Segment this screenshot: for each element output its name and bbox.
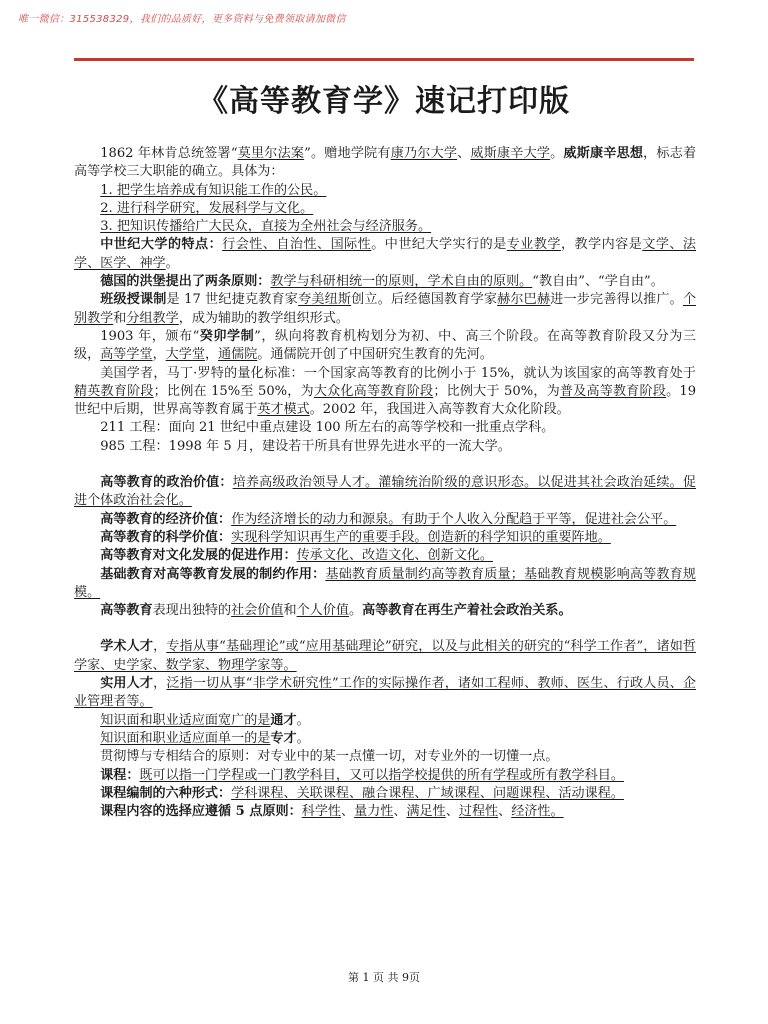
bold-term: 威斯康辛思想 — [563, 146, 644, 161]
paragraph — [74, 365, 696, 420]
underlined-text: 作为经济增长的动力和源泉。有助于个人收入分配趋于平等，促进社会公平。 — [231, 511, 677, 527]
bold-term: 通才 — [270, 712, 297, 728]
paragraph — [74, 511, 696, 529]
text-run: ， — [153, 676, 167, 692]
text-run: 1903 年，颁布“ — [100, 328, 200, 344]
text-run: ，标志着高等学校三大职能的确立。具体为： — [74, 146, 697, 180]
text-run: 、 — [341, 804, 355, 820]
underlined-text: 高等学堂 — [100, 347, 153, 363]
paragraph — [74, 566, 696, 603]
bold-term: 课程： — [100, 767, 140, 783]
underlined-text: 大众化高等教育阶段 — [313, 383, 434, 399]
underlined-text: 通儒院 — [218, 347, 258, 363]
page-footer: 第 1 页 共 9页 — [348, 971, 420, 984]
bold-term: 高等教育在再生产着社会政治关系。 — [362, 603, 572, 619]
paragraph — [74, 145, 696, 182]
bold-term: 高等教育 — [100, 603, 153, 619]
text-run: ”。赠地学院有 — [304, 146, 391, 161]
bold-term: 德国的洪堡提出了两条原则： — [100, 274, 271, 290]
underlined-text: 知识面和职业适应面宽广的是 — [100, 712, 271, 728]
text-run: 进一步完善得以推广。 — [550, 292, 683, 308]
underlined-text: 经济性。 — [511, 804, 564, 820]
text-run: ；比例在 15%至 50%，为 — [153, 383, 314, 399]
paragraph — [74, 638, 696, 675]
text-run: 211 工程：面向 21 世纪中重点建设 100 所左右的高等学校和一批重点学科。 — [100, 420, 555, 436]
paragraph — [74, 438, 696, 456]
bold-term: 高等教育的政治价值： — [100, 475, 233, 491]
text-run: 。 — [348, 603, 363, 619]
paragraph — [74, 236, 696, 273]
underlined-text: 既可以指一门学程或一门教学科目，又可以指学校提供的所有学程或所有教学科目。 — [139, 767, 624, 783]
paragraph — [74, 730, 696, 748]
underlined-text: 精英教育阶段 — [74, 383, 154, 399]
text-run: 985 工程：1998 年 5 月，建设若干所具有世界先进水平的一流大学。 — [100, 438, 511, 454]
underlined-text: 莫里尔法案 — [237, 146, 305, 161]
bold-term: 基础教育对高等教育发展的制约作用： — [100, 566, 326, 582]
underlined-text: 个人价值 — [296, 603, 349, 619]
text-run: ，教学内容是 — [560, 237, 643, 253]
text-run: 创立。后经德国教育学家 — [351, 292, 498, 308]
document-body — [74, 145, 696, 821]
bold-term: 中世纪大学的特点： — [100, 237, 223, 253]
paragraph — [74, 182, 696, 200]
underlined-text: 满足性 — [406, 804, 446, 820]
text-run: 贯彻博与专相结合的原则：对专业中的某一点懂一切，对专业外的一切懂一点。 — [100, 749, 559, 765]
text-run: 。 — [550, 146, 564, 161]
text-run: 、 — [457, 146, 471, 161]
text-run: 。中世纪大学实行的是 — [371, 237, 507, 253]
text-run: 。 — [165, 255, 179, 271]
section-gap — [74, 456, 696, 474]
text-run: 。 — [296, 730, 310, 746]
text-run: 、 — [498, 804, 512, 820]
bold-term: 实用人才 — [100, 676, 154, 692]
paragraph — [74, 529, 696, 547]
text-run: ；比例大于 50%，为 — [433, 383, 560, 399]
paragraph — [74, 218, 696, 236]
underlined-text: 社会价值 — [231, 603, 284, 619]
bold-term: 专才 — [270, 730, 297, 746]
underlined-text: 培养高级政治领导人才。灌输统治阶级的意识形态。以促进其社会政治延续。促进个体政治社会化。 — [74, 475, 696, 509]
paragraph — [74, 328, 696, 365]
bold-term: 班级授课制 — [100, 292, 167, 308]
paragraph — [74, 602, 696, 620]
text-run: 美国学者，马丁·罗特的量化标准：一个国家高等教育的比例小于 15%，就认为该国家的高等教育处于 — [100, 365, 696, 381]
underlined-text: 3. 把知识传播给广大民众，直接为全州社会与经济服务。 — [100, 219, 432, 235]
underlined-text: 专指从事“基础理论”或“应用基础理论”研究，以及与此相关的研究的“科学工作者”，诸如哲学家、史学家、数学家、物理学家等。 — [74, 639, 697, 673]
underlined-text: 行会性、自治性、国际性 — [222, 237, 372, 253]
underlined-text: 文学、法学、医学、神学 — [74, 237, 697, 271]
paragraph — [74, 785, 696, 803]
underlined-text: 威斯康辛大学 — [470, 146, 551, 161]
text-run: ”，纵向将教育机构划分为初、中、高三个阶段。在高等教育阶段又分为三级， — [74, 328, 696, 363]
text-run: 、 — [445, 804, 459, 820]
watermark-text: 唯一微信：315538329，我们的品质好，更多资料与免费领取请加微信 — [18, 14, 346, 25]
underlined-text: 科学性 — [301, 804, 342, 820]
section-gap — [74, 620, 696, 638]
paragraph — [74, 291, 696, 328]
bold-term: 学术人才 — [100, 639, 154, 655]
underlined-text: 夸美纽斯 — [298, 292, 352, 308]
underlined-text: 实现科学知识再生产的重要手段。创造新的科学知识的重要阵地。 — [231, 529, 611, 545]
paragraph — [74, 200, 696, 218]
text-run: ， — [153, 639, 167, 655]
text-run: 。19 世纪中后期，世界高等教育属于 — [74, 383, 697, 418]
text-run: 表现出独特的 — [152, 603, 232, 619]
underlined-text: 1. 把学生培养成有知识能工作的公民。 — [100, 182, 327, 198]
underlined-text: 赫尔巴赫 — [497, 292, 551, 308]
underlined-text: 康乃尔大学 — [390, 146, 458, 161]
paragraph — [74, 712, 696, 730]
underlined-text: 教学与科研相统一的原则，学术自由的原则。 — [270, 274, 533, 290]
paragraph — [74, 474, 696, 511]
text-run: 和 — [283, 603, 297, 619]
underlined-text: 分组教学 — [126, 310, 179, 326]
text-run: ， — [204, 347, 219, 363]
paragraph — [74, 273, 696, 291]
paragraph — [74, 803, 696, 821]
page-title: 《高等教育学》速记打印版 — [198, 84, 570, 119]
text-run: ， — [152, 347, 166, 363]
header-rule — [74, 58, 694, 61]
underlined-text: 知识面和职业适应面单一的是 — [100, 730, 271, 746]
text-run: 、 — [393, 804, 407, 820]
underlined-text: 传承文化、改造文化、创新文化。 — [296, 548, 493, 564]
bold-term: 课程编制的六种形式： — [100, 785, 232, 801]
underlined-text: 基础教育质量制约高等教育质量；基础教育规模影响高等教育规模。 — [74, 566, 696, 600]
paragraph — [74, 675, 696, 712]
text-run: 是 17 世纪捷克教育家 — [166, 292, 299, 308]
underlined-text: 大学堂 — [165, 347, 205, 363]
underlined-text: 2. 进行科学研究，发展科学与文化。 — [100, 200, 314, 216]
underlined-text: 量力性 — [354, 804, 394, 820]
text-run: 1862 年林肯总统签署“ — [100, 146, 238, 161]
underlined-text: 学科课程、关联课程、融合课程、广域课程、问题课程、活动课程。 — [231, 785, 624, 801]
bold-term: 高等教育的经济价值： — [100, 511, 232, 527]
bold-term: 课程内容的选择应遵循 5 点原则： — [100, 804, 302, 820]
paragraph — [74, 748, 696, 766]
underlined-text: 泛指一切从事“非学术研究性”工作的实际操作者，诸如工程师、教师、医生、行政人员、企业管理者等。 — [74, 676, 696, 710]
underlined-text: 专业教学 — [506, 237, 561, 253]
bold-term: 癸卯学制 — [199, 328, 255, 344]
text-run: “教自由”、“学自由”。 — [532, 274, 664, 290]
text-run: 和 — [113, 310, 127, 326]
text-run: 。2002 年，我国进入高等教育大众化阶段。 — [309, 402, 570, 418]
text-run: 。通儒院开创了中国研究生教育的先河。 — [257, 347, 493, 363]
underlined-text: 普及高等教育阶段 — [559, 383, 667, 399]
underlined-text: 个别教学 — [74, 292, 697, 326]
paragraph — [74, 419, 696, 437]
text-run: 。 — [296, 712, 310, 728]
bold-term: 高等教育对文化发展的促进作用： — [100, 548, 297, 564]
paragraph — [74, 767, 696, 785]
bold-term: 高等教育的科学价值： — [100, 529, 232, 545]
paragraph — [74, 547, 696, 565]
underlined-text: 过程性 — [458, 804, 499, 820]
text-run: ，成为辅助的教学组织形式。 — [178, 310, 349, 326]
underlined-text: 英才模式 — [257, 402, 310, 418]
